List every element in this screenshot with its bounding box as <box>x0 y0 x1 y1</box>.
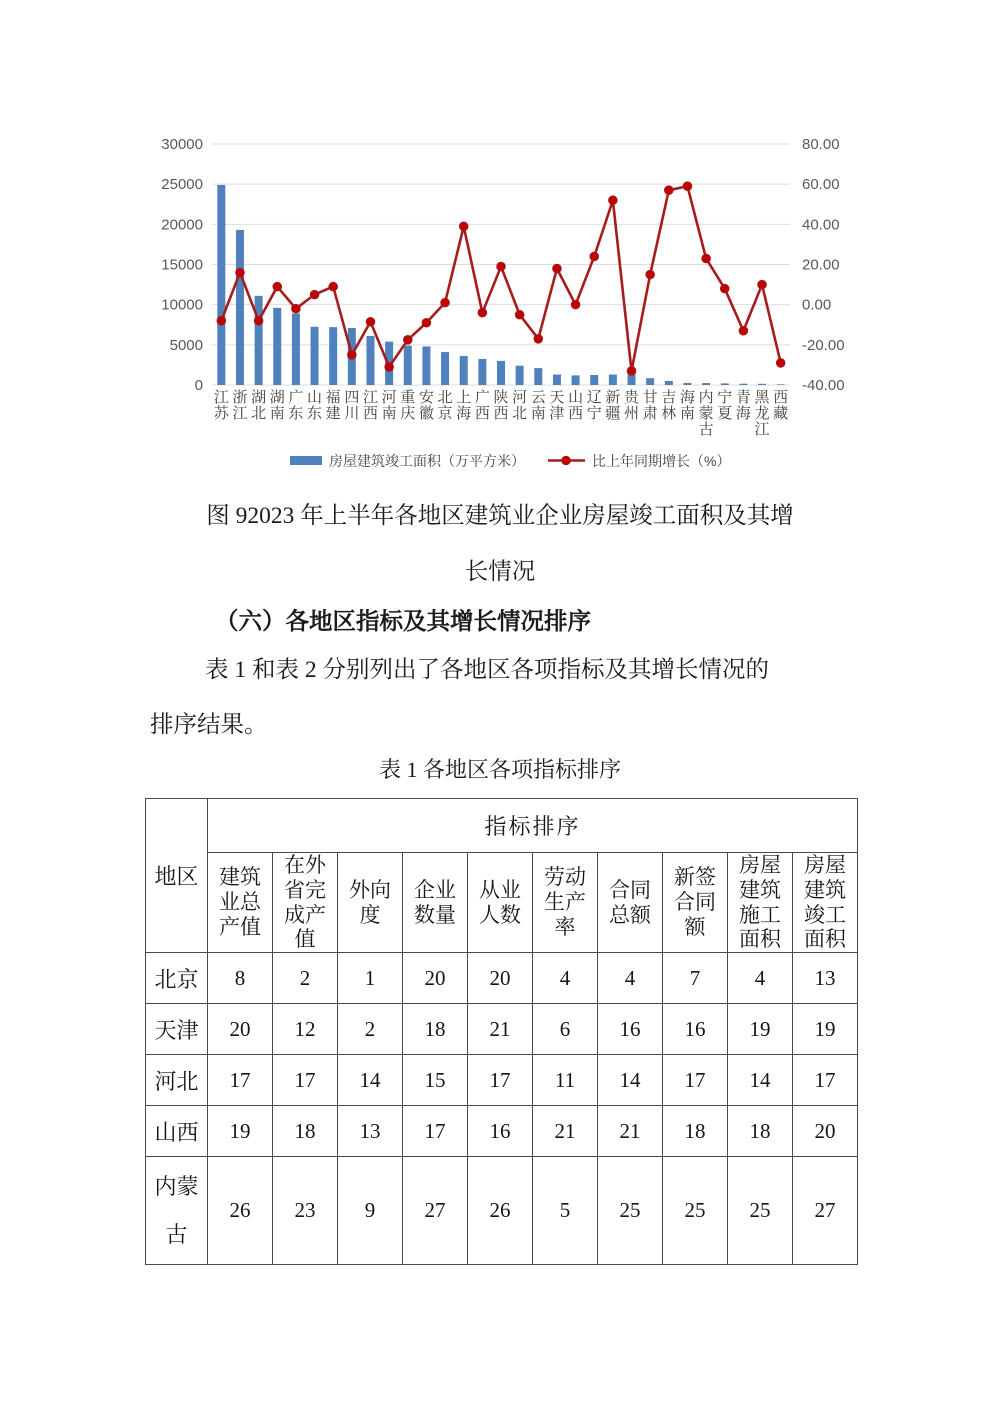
data-point-marker <box>571 300 580 309</box>
legend-bar-swatch <box>290 456 322 465</box>
data-point-marker <box>720 284 729 293</box>
rank-value-cell: 19 <box>208 1106 273 1157</box>
data-point-marker <box>478 308 487 317</box>
rank-value-cell: 25 <box>663 1157 728 1265</box>
data-point-marker <box>515 310 524 319</box>
bar <box>739 384 747 385</box>
data-point-marker <box>329 282 338 291</box>
x-axis-label: 山东 <box>307 389 323 422</box>
data-point-marker <box>590 252 599 261</box>
data-point-marker <box>441 298 450 307</box>
data-point-marker <box>497 262 506 271</box>
region-cell: 北京 <box>146 953 208 1004</box>
x-axis-label: 江西 <box>362 389 378 422</box>
rank-value-cell: 17 <box>468 1055 533 1106</box>
rank-value-cell: 23 <box>273 1157 338 1265</box>
rank-value-cell: 21 <box>533 1106 598 1157</box>
x-axis-label: 黑龙江 <box>754 389 770 438</box>
combo-chart-svg <box>140 125 855 487</box>
x-axis-label: 湖北 <box>251 389 267 422</box>
x-axis-label: 天津 <box>549 389 565 422</box>
growth-line <box>221 186 780 371</box>
indicator-group-header: 指标排序 <box>208 799 858 853</box>
bar <box>366 336 374 385</box>
x-axis-label: 浙江 <box>232 389 248 422</box>
left-axis-tick: 15000 <box>161 256 203 274</box>
right-axis-tick: 0.00 <box>802 296 832 314</box>
rank-value-cell: 2 <box>273 953 338 1004</box>
rank-value-cell: 17 <box>403 1106 468 1157</box>
column-header: 建筑业总产值 <box>208 853 273 953</box>
rank-value-cell: 12 <box>273 1004 338 1055</box>
rank-value-cell: 16 <box>598 1004 663 1055</box>
bar <box>646 378 654 385</box>
paragraph-line1: 表 1 和表 2 分别列出了各地区各项指标及其增长情况的 <box>205 657 769 683</box>
bar <box>217 185 225 385</box>
bar <box>572 375 580 385</box>
data-point-marker <box>739 326 748 335</box>
table-row <box>146 1004 858 1055</box>
legend-bar-label: 房屋建筑竣工面积（万平方米） <box>329 453 525 469</box>
table-row <box>146 953 858 1004</box>
region-cell: 山西 <box>146 1106 208 1157</box>
data-point-marker <box>385 363 394 372</box>
bar <box>721 383 729 385</box>
data-point-marker <box>348 351 357 360</box>
rank-value-cell: 27 <box>403 1157 468 1265</box>
rank-value-cell: 25 <box>728 1157 793 1265</box>
rank-value-cell: 17 <box>663 1055 728 1106</box>
column-header: 新签合同额 <box>663 853 728 953</box>
x-axis-label: 上海 <box>456 389 472 422</box>
figure-caption-line1: 图 92023 年上半年各地区建筑业企业房屋竣工面积及其增 <box>206 503 794 529</box>
x-axis-label: 西藏 <box>773 389 789 422</box>
x-axis-label: 安徽 <box>418 389 434 422</box>
data-point-marker <box>273 282 282 291</box>
bar <box>628 375 636 385</box>
data-point-marker <box>646 270 655 279</box>
rank-value-cell: 17 <box>208 1055 273 1106</box>
right-axis-tick: 40.00 <box>802 216 840 234</box>
bar <box>665 381 673 385</box>
legend-line-label: 比上年同期增长（%） <box>592 453 731 469</box>
data-point-marker <box>217 316 226 325</box>
figure-combo-chart <box>140 125 855 487</box>
data-point-marker <box>627 367 636 376</box>
bar <box>516 366 524 385</box>
bar <box>609 375 617 385</box>
x-axis-label: 湖南 <box>269 389 285 422</box>
x-axis-label: 辽宁 <box>586 389 602 422</box>
rank-value-cell: 18 <box>728 1106 793 1157</box>
paragraph-line2: 排序结果。 <box>150 712 268 738</box>
region-cell: 河北 <box>146 1055 208 1106</box>
bar <box>553 375 561 385</box>
x-axis-label: 内蒙古 <box>698 389 714 438</box>
rank-value-cell: 14 <box>598 1055 663 1106</box>
rank-value-cell: 20 <box>403 953 468 1004</box>
column-header: 企业数量 <box>403 853 468 953</box>
data-point-marker <box>683 182 692 191</box>
x-axis-label: 贵州 <box>624 389 640 422</box>
rank-value-cell: 11 <box>533 1055 598 1106</box>
bar <box>236 230 244 385</box>
rank-value-cell: 14 <box>338 1055 403 1106</box>
column-header: 在外省完成产值 <box>273 853 338 953</box>
section-heading: （六）各地区指标及其增长情况排序 <box>215 609 591 635</box>
rank-value-cell: 7 <box>663 953 728 1004</box>
bar <box>273 308 281 385</box>
column-header: 房屋建筑竣工面积 <box>793 853 858 953</box>
rank-value-cell: 25 <box>598 1157 663 1265</box>
rank-value-cell: 16 <box>663 1004 728 1055</box>
ranking-table <box>145 798 858 1265</box>
bar <box>497 361 505 385</box>
region-cell: 天津 <box>146 1004 208 1055</box>
x-axis-label: 重庆 <box>400 389 416 422</box>
rank-value-cell: 4 <box>533 953 598 1004</box>
rank-value-cell: 13 <box>338 1106 403 1157</box>
legend-line-marker <box>562 456 571 465</box>
data-point-marker <box>609 196 618 205</box>
x-axis-label: 四川 <box>344 389 360 422</box>
column-header: 合同总额 <box>598 853 663 953</box>
x-axis-label: 河南 <box>381 389 397 422</box>
bar <box>292 314 300 385</box>
x-axis-label: 福建 <box>325 389 341 422</box>
column-header: 外向度 <box>338 853 403 953</box>
table-row <box>146 1157 858 1265</box>
bar <box>478 359 486 385</box>
bar <box>758 384 766 385</box>
rank-value-cell: 9 <box>338 1157 403 1265</box>
region-cell: 内蒙古 <box>146 1157 208 1265</box>
region-header: 地区 <box>146 799 208 953</box>
x-axis-label: 广东 <box>288 389 304 422</box>
bar <box>329 327 337 385</box>
rank-value-cell: 19 <box>728 1004 793 1055</box>
rank-value-cell: 17 <box>273 1055 338 1106</box>
left-axis-tick: 20000 <box>161 216 203 234</box>
right-axis-tick: 20.00 <box>802 256 840 274</box>
rank-value-cell: 20 <box>208 1004 273 1055</box>
data-point-marker <box>292 304 301 313</box>
bar <box>534 368 542 385</box>
rank-value-cell: 27 <box>793 1157 858 1265</box>
data-point-marker <box>758 280 767 289</box>
bar <box>441 352 449 385</box>
rank-value-cell: 1 <box>338 953 403 1004</box>
left-axis-tick: 30000 <box>161 136 203 153</box>
x-axis-label: 广西 <box>474 389 490 422</box>
rank-value-cell: 26 <box>468 1157 533 1265</box>
bar <box>777 384 785 385</box>
rank-value-cell: 26 <box>208 1157 273 1265</box>
x-axis-label: 青海 <box>735 389 751 422</box>
rank-value-cell: 21 <box>468 1004 533 1055</box>
bar <box>311 327 319 385</box>
table-row <box>146 1106 858 1157</box>
data-point-marker <box>702 254 711 263</box>
right-axis-tick: -40.00 <box>802 377 845 394</box>
x-axis-label: 河北 <box>512 389 528 422</box>
left-axis-tick: 5000 <box>169 336 203 354</box>
rank-value-cell: 16 <box>468 1106 533 1157</box>
bar <box>460 356 468 385</box>
left-axis-tick: 25000 <box>161 176 203 194</box>
x-axis-label: 北京 <box>437 389 453 422</box>
data-point-marker <box>459 222 468 231</box>
rank-value-cell: 20 <box>468 953 533 1004</box>
rank-value-cell: 19 <box>793 1004 858 1055</box>
rank-value-cell: 21 <box>598 1106 663 1157</box>
rank-value-cell: 18 <box>273 1106 338 1157</box>
bar <box>683 383 691 385</box>
data-point-marker <box>366 317 375 326</box>
table-row <box>146 1055 858 1106</box>
data-point-marker <box>553 264 562 273</box>
data-point-marker <box>403 336 412 345</box>
rank-value-cell: 2 <box>338 1004 403 1055</box>
right-axis-tick: 80.00 <box>802 136 840 153</box>
table-caption: 表 1 各地区各项指标排序 <box>378 757 621 782</box>
data-point-marker <box>310 290 319 299</box>
bar <box>404 346 412 385</box>
column-header: 从业人数 <box>468 853 533 953</box>
x-axis-label: 海南 <box>679 389 695 422</box>
bar <box>702 383 710 385</box>
left-axis-tick: 0 <box>194 377 203 394</box>
data-point-marker <box>254 316 263 325</box>
column-header: 劳动生产率 <box>533 853 598 953</box>
rank-value-cell: 20 <box>793 1106 858 1157</box>
data-point-marker <box>665 186 674 195</box>
data-point-marker <box>534 335 543 344</box>
x-axis-label: 甘肃 <box>642 389 658 422</box>
rank-value-cell: 4 <box>598 953 663 1004</box>
data-point-marker <box>422 318 431 327</box>
column-header: 房屋建筑施工面积 <box>728 853 793 953</box>
x-axis-label: 宁夏 <box>717 389 733 422</box>
rank-value-cell: 18 <box>403 1004 468 1055</box>
figure-caption-line2: 长情况 <box>464 559 536 585</box>
figure-caption <box>0 488 1000 600</box>
data-point-marker <box>236 268 245 277</box>
data-point-marker <box>776 359 785 368</box>
x-axis-label: 吉林 <box>661 389 677 422</box>
x-axis-label: 山西 <box>568 389 584 422</box>
x-axis-label: 云南 <box>530 389 546 422</box>
rank-value-cell: 4 <box>728 953 793 1004</box>
x-axis-label: 新疆 <box>605 389 621 422</box>
bar <box>422 346 430 385</box>
x-axis-label: 陕西 <box>493 389 509 422</box>
bar <box>255 296 263 385</box>
body-paragraph <box>150 643 862 753</box>
rank-value-cell: 13 <box>793 953 858 1004</box>
rank-value-cell: 17 <box>793 1055 858 1106</box>
bar <box>590 375 598 385</box>
rank-value-cell: 8 <box>208 953 273 1004</box>
x-axis-label: 江苏 <box>213 389 229 422</box>
left-axis-tick: 10000 <box>161 296 203 314</box>
right-axis-tick: -20.00 <box>802 336 845 354</box>
rank-value-cell: 6 <box>533 1004 598 1055</box>
rank-value-cell: 14 <box>728 1055 793 1106</box>
rank-value-cell: 15 <box>403 1055 468 1106</box>
rank-value-cell: 5 <box>533 1157 598 1265</box>
right-axis-tick: 60.00 <box>802 176 840 194</box>
rank-value-cell: 18 <box>663 1106 728 1157</box>
